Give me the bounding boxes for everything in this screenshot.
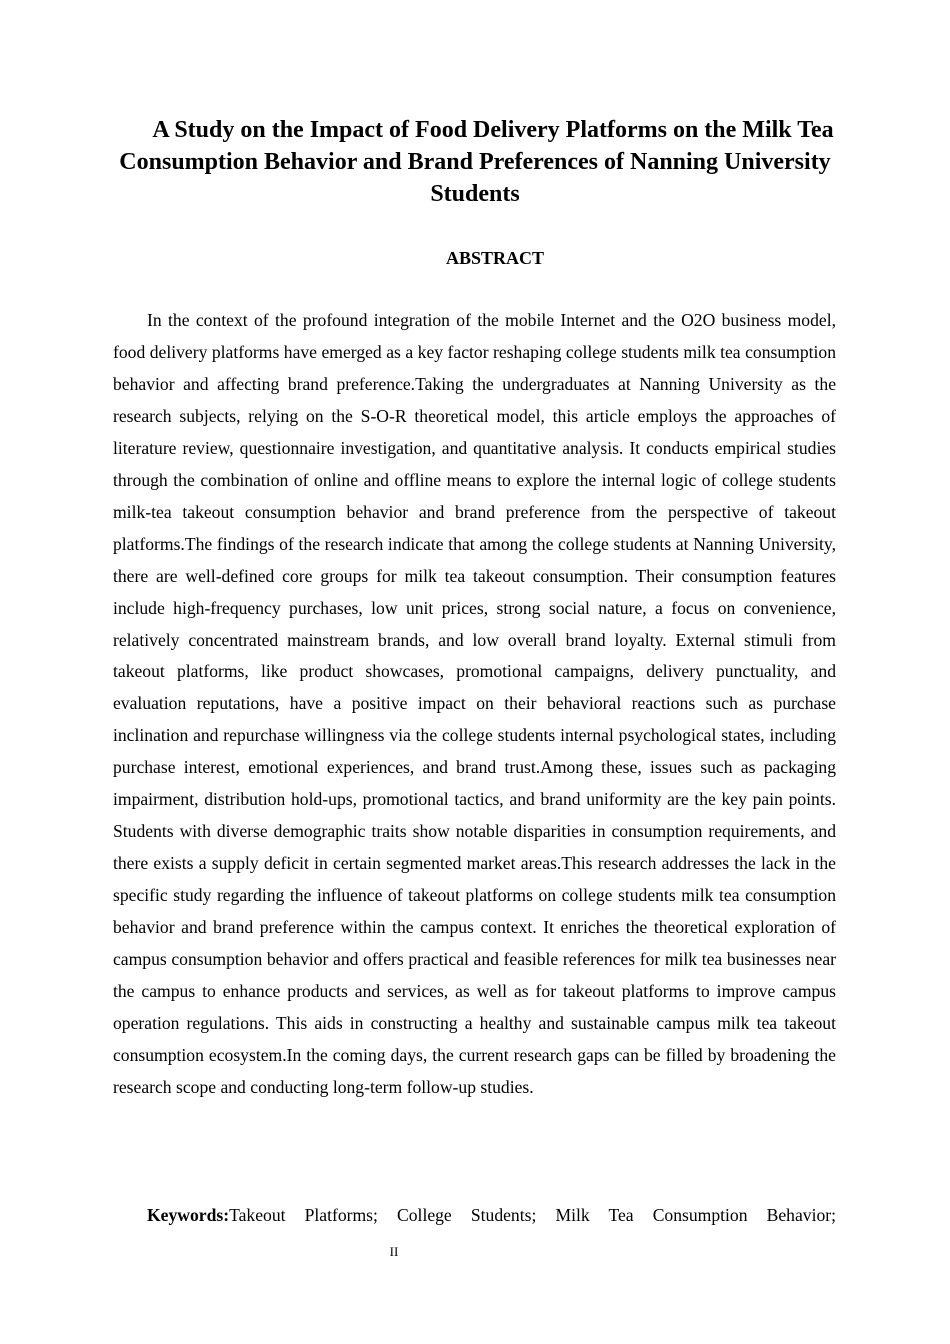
keywords-text: Takeout Platforms; College Students; Milk Tea Consumption Behavior; [229, 1205, 836, 1225]
keywords-label: Keywords: [147, 1205, 230, 1225]
paper-title: A Study on the Impact of Food Delivery Platforms on the Milk Tea Consumption Behavior and Brand Preferences of Nanning University Students [119, 117, 834, 207]
keywords-line [113, 1199, 836, 1231]
abstract-heading: ABSTRACT [445, 248, 545, 268]
abstract-text: In the context of the profound integration of the mobile Internet and the O2O business model, food delivery platforms have emerged as a key factor reshaping college students milk tea consumption behavior and affecting brand preference.Taking the undergraduates at Nanning University as the research subjects, relying on the S-O-R theoretical model, this article employs the approaches of literature review, questionnaire investigation, and quantitative analysis. It conducts empirical studies through the combination of online and offline means to explore the internal logic of college students milk-tea takeout consumption behavior and brand preference from the perspective of takeout platforms.The findings of the research indicate that among the college students at Nanning University, there are well-defined core groups for milk tea takeout consumption. Their consumption features include high-frequency purchases, low unit prices, strong social nature, a focus on convenience, relatively concentrated mainstream brands, and low overall brand loyalty. External stimuli from takeout platforms, like product showcases, promotional campaigns, delivery punctuality, and evaluation reputations, have a positive impact on their behavioral reactions such as purchase inclination and repurchase willingness via the college students internal psychological states, including purchase interest, emotional experiences, and brand trust.Among these, issues such as packaging impairment, distribution hold-ups, promotional tactics, and brand uniformity are the key pain points. Students with diverse demographic traits show notable disparities in consumption requirements, and there exists a supply deficit in certain segmented market areas.This research addresses the lack in the specific study regarding the influence of takeout platforms on college students milk tea consumption behavior and brand preference within the campus context. It enriches the theoretical exploration of campus consumption behavior and offers practical and feasible references for milk tea businesses near the campus to enhance products and services, as well as for takeout platforms to improve campus operation regulations. This aids in constructing a healthy and sustainable campus milk tea takeout consumption ecosystem.In the coming days, the current research gaps can be filled by broadening the research scope and conducting long-term follow-up studies. [113, 310, 836, 1097]
page-number: II [389, 1244, 399, 1259]
